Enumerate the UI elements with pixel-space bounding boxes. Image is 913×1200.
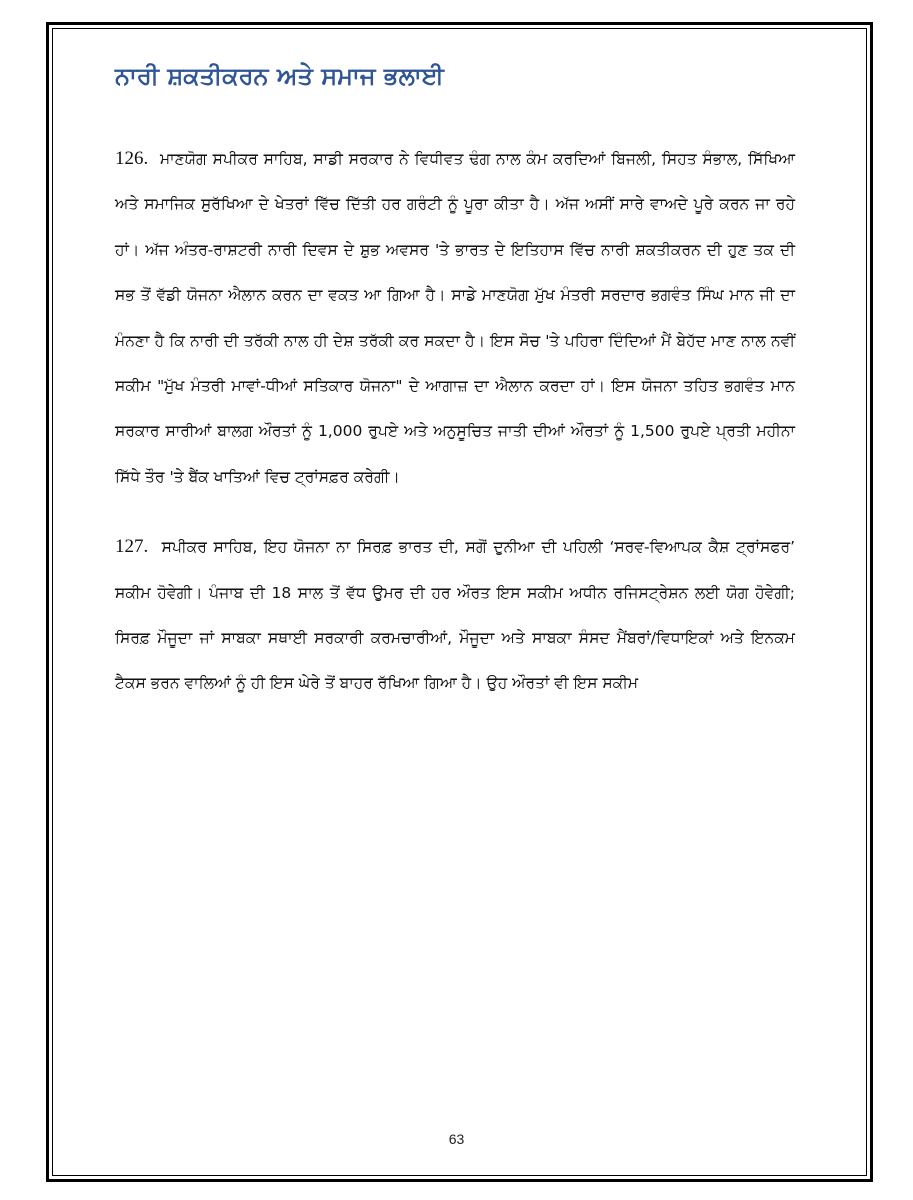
paragraph-text: ਮਾਣਯੋਗ ਸਪੀਕਰ ਸਾਹਿਬ, ਸਾਡੀ ਸਰਕਾਰ ਨੇ ਵਿਧੀਵਤ ਢੰਗ ਨਾਲ ਕੰਮ ਕਰਦਿਆਂ ਬਿਜਲੀ, ਸਿਹਤ ਸੰਭਾਲ, ਸਿੱਖਿਆ ਅਤੇ ਸਮਾਜਿਕ ਸੁਰੱਖਿਆ ਦੇ ਖੇਤਰਾਂ ਵਿੱਚ ਦਿੱਤੀ ਹਰ ਗਰੰਟੀ ਨੂੰ ਪੂਰਾ ਕੀਤਾ ਹੈ। ਅੱਜ ਅਸੀਂ ਸਾਰੇ ਵਾਅਦੇ ਪੂਰੇ ਕਰਨ ਜਾ ਰਹੇ ਹਾਂ। ਅੱਜ ਅੰਤਰ-ਰਾਸ਼ਟਰੀ ਨਾਰੀ ਦਿਵਸ ਦੇ ਸ਼ੁਭ ਅਵਸਰ 'ਤੇ ਭਾਰਤ ਦੇ ਇਤਿਹਾਸ ਵਿੱਚ ਨਾਰੀ ਸ਼ਕਤੀਕਰਨ ਦੀ ਹੁਣ ਤਕ ਦੀ ਸਭ ਤੋਂ ਵੱਡੀ ਯੋਜਨਾ ਐਲਾਨ ਕਰਨ ਦਾ ਵਕਤ ਆ ਗਿਆ ਹੈ। ਸਾਡੇ ਮਾਣਯੋਗ ਮੁੱਖ ਮੰਤਰੀ ਸਰਦਾਰ ਭਗਵੰਤ ਸਿੰਘ ਮਾਨ ਜੀ ਦਾ ਮੰਨਣਾ ਹੈ ਕਿ ਨਾਰੀ ਦੀ ਤਰੱਕੀ ਨਾਲ ਹੀ ਦੇਸ਼ ਤਰੱਕੀ ਕਰ ਸਕਦਾ ਹੈ। ਇਸ ਸੋਚ 'ਤੇ ਪਹਿਰਾ ਦਿੰਦਿਆਂ ਮੈਂ ਬੇਹੱਦ ਮਾਣ ਨਾਲ ਨਵੀਂ ਸਕੀਮ "ਮੁੱਖ ਮੰਤਰੀ ਮਾਵਾਂ-ਧੀਆਂ ਸਤਿਕਾਰ ਯੋਜਨਾ" ਦੇ ਆਗਾਜ਼ ਦਾ ਐਲਾਨ ਕਰਦਾ ਹਾਂ। ਇਸ ਯੋਜਨਾ ਤਹਿਤ ਭਗਵੰਤ ਮਾਨ ਸਰਕਾਰ ਸਾਰੀਆਂ ਬਾਲਗ ਔਰਤਾਂ ਨੂੰ 1,000 ਰੁਪਏ ਅਤੇ ਅਨੁਸੂਚਿਤ ਜਾਤੀ ਦੀਆਂ ਔਰਤਾਂ ਨੂੰ 1,500 ਰੁਪਏ ਪ੍ਰਤੀ ਮਹੀਨਾ ਸਿੱਧੇ ਤੌਰ 'ਤੇ ਬੈਂਕ ਖਾਤਿਆਂ ਵਿਚ ਟ੍ਰਾਂਸਫ਼ਰ ਕਰੇਗੀ। bbox=[115, 150, 795, 486]
paragraph-number: 126. bbox=[115, 148, 149, 169]
paragraph-text: ਸਪੀਕਰ ਸਾਹਿਬ, ਇਹ ਯੋਜਨਾ ਨਾ ਸਿਰਫ਼ ਭਾਰਤ ਦੀ, ਸਗੋਂ ਦੁਨੀਆ ਦੀ ਪਹਿਲੀ ‘ਸਰਵ-ਵਿਆਪਕ ਕੈਸ਼ ਟ੍ਰਾਂਸਫਰ’ ਸਕੀਮ ਹੋਵੇਗੀ। ਪੰਜਾਬ ਦੀ 18 ਸਾਲ ਤੋਂ ਵੱਧ ਉਮਰ ਦੀ ਹਰ ਔਰਤ ਇਸ ਸਕੀਮ ਅਧੀਨ ਰਜਿਸਟ੍ਰੇਸ਼ਨ ਲਈ ਯੋਗ ਹੋਵੇਗੀ; ਸਿਰਫ਼ ਮੌਜੂਦਾ ਜਾਂ ਸਾਬਕਾ ਸਥਾਈ ਸਰਕਾਰੀ ਕਰਮਚਾਰੀਆਂ, ਮੌਜੂਦਾ ਅਤੇ ਸਾਬਕਾ ਸੰਸਦ ਮੈਂਬਰਾਂ/ਵਿਧਾਇਕਾਂ ਅਤੇ ਇਨਕਮ ਟੈਕਸ ਭਰਨ ਵਾਲਿਆਂ ਨੂੰ ਹੀ ਇਸ ਘੇਰੇ ਤੋਂ ਬਾਹਰ ਰੱਖਿਆ ਗਿਆ ਹੈ। ਉਹ ਔਰਤਾਂ ਵੀ ਇਸ ਸਕੀਮ bbox=[115, 538, 795, 693]
paragraph-127 bbox=[115, 524, 795, 707]
paragraph-number: 127. bbox=[115, 536, 149, 558]
page-number: 63 bbox=[448, 1131, 465, 1147]
page-content bbox=[115, 58, 795, 707]
paragraph-126 bbox=[115, 136, 795, 500]
section-heading: ਨਾਰੀ ਸ਼ਕਤੀਕਰਨ ਅਤੇ ਸਮਾਜ ਭਲਾਈ bbox=[115, 62, 444, 90]
